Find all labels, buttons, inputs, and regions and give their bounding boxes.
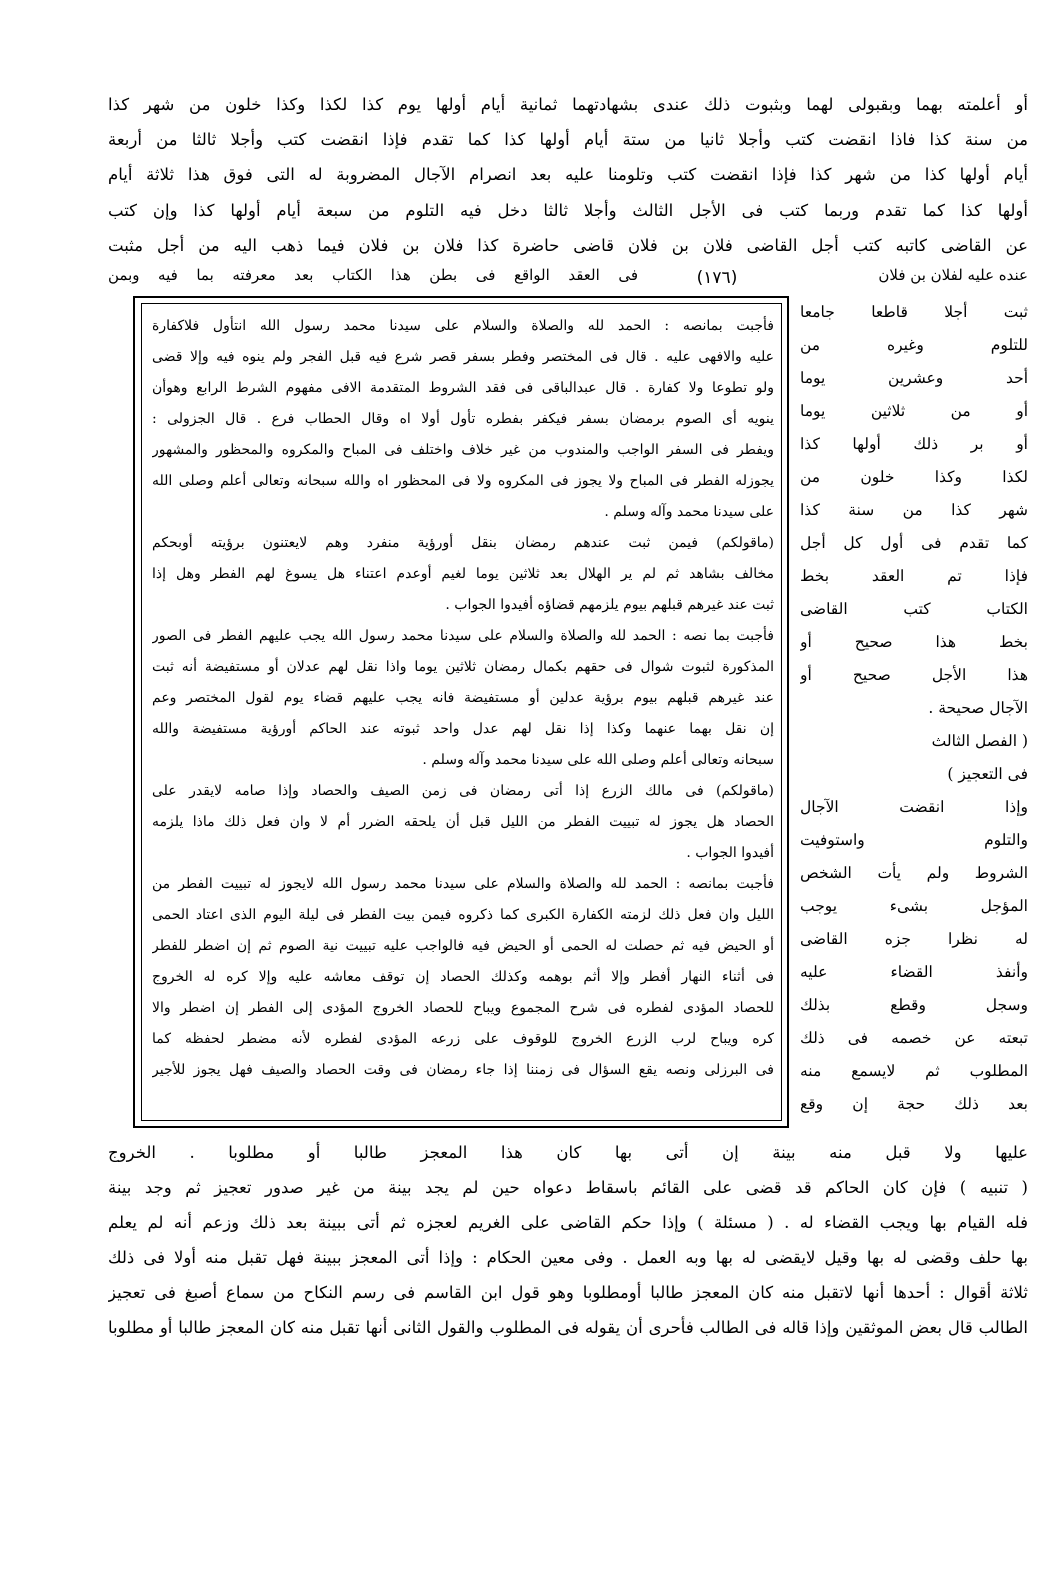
box-line: فأجبت بمانصه : الحمد لله والصلاة والسلام على سيدنا محمد رسول الله لايجوز له تبييت الفطر من (152, 876, 774, 892)
side-line: تبعته عن خصمه فى ذلك (800, 1029, 1028, 1047)
box-line: فى البرزلى ونصه يقع السؤال فى زمننا إذا جاء رمضان فى وقت الحصاد والصيف فهل يجوز للأجير (152, 1062, 774, 1078)
side-line: أو بر ذلك أولها كذا (800, 435, 1028, 453)
section-heading: فى التعجيز ) (947, 765, 1028, 783)
box-line: أفيدوا الجواب . (686, 845, 774, 861)
box-line: الحصاد هل يجوز له تبييت الفطر من الليل قبل أن يلحقه الضرر أم لا وان فعل ذلك ماذا يلزمه (152, 814, 774, 830)
text-line: أو أعلمته بهما وبقبولى لهما وبثبوت ذلك عندى بشهادتهما ثمانية أيام أولها يوم كذا لكذا وكذا خلون من شهر كذا (108, 95, 1028, 114)
side-line: كما تقدم فى أول كل أجل (800, 534, 1028, 552)
box-line: (ماقولكم) فى مالك الزرع إذا أتى رمضان فى زمن الصيف والحصاد وإذا صامه لايقدر على (152, 783, 774, 799)
box-line: أو الحيض فيه ثم حصلت له الحمى أو الحيض فيه فالواجب عليه تبييت نية الصوم ثم إن اضطر للفطر (152, 938, 774, 954)
box-line: سبحانه وتعالى أعلم وصلى الله على سيدنا محمد وآله وسلم . (422, 752, 774, 768)
box-line: ويفطر فى السفر الواجب والمندوب من غير خلاف واختلف فى المباح والمكروه والمحظور والمشهور (152, 442, 774, 458)
side-line: للتلوم وغيره من (800, 336, 1028, 354)
section-heading: ( الفصل الثالث (931, 732, 1028, 750)
side-line: والتلوم واستوفيت (800, 831, 1028, 849)
side-line: بعد ذلك حجة إن وقع (800, 1095, 1028, 1113)
side-line: فإذا تم العقد بخط (800, 567, 1028, 585)
text-line: عن القاضى كاتبه كتب أجل القاضى فلان بن فلان قاضى حاضرة كذا فلان بن فلان فيما ذهب اليه من أجل مثبت (108, 236, 1028, 255)
text-line: فله القيام بها ويجب القضاء له . ( مسئلة ) وإذا حكم القاضى على الغريم لعجزه ثم أتى ببينة بعد ذلك وزعم أنه لم يعلم (108, 1213, 1028, 1232)
box-line: (ماقولكم) فيمن ثبت عندهم رمضان بنقل أورؤية منفرد وهم لايعتنون برؤيته أوبحكم (152, 535, 774, 551)
box-line: الليل وان فعل ذلك لزمته الكفارة الكبرى كما ذكروه فيمن بيت الفطر فى ليلة اليوم الذى اعتاد الحمى (152, 907, 774, 923)
side-line: بخط هذا صحيح أو (800, 633, 1028, 651)
side-line: الشروط ولم يأت الشخص (800, 864, 1028, 882)
line-right-fragment: عنده عليه لفلان بن فلان (878, 266, 1028, 284)
side-line: هذا الأجل صحيح أو (800, 666, 1028, 684)
text-line: ( تنبيه ) فإن كان الحاكم قد قضى على القائم باسقاط دعواه حين لم يجد بينة من غير صدور تعجيز ثم وجد بينة (108, 1178, 1028, 1197)
box-line: للحصاد المؤدى لفطره فى شرح المجموع ويباح للحصاد الخروج المؤدى إلى الفطر إن اضطر والا (152, 1000, 774, 1016)
page-number: (١٧٦) (696, 268, 738, 288)
text-line: أولها كذا كما تقدم وربما كتب فى الأجل الثالث وأجلا ثالثا دخل فيه التلوم من سبعة أيام أولها كذا وإن كتب (108, 201, 1028, 220)
text-line: أيام أولها كذا من شهر كذا فإذا انقضت كتب وتلومنا عليه بعد انصرام الآجال المضروبة له التى فوق هذا ثلاثة أيام (108, 165, 1028, 184)
side-line: وسجل وقطع بذلك (800, 996, 1028, 1014)
side-line: أو من ثلاثين يوما (800, 402, 1028, 420)
box-line: كره ويباح لرب الزرع الخروج للوقوف على زرعه المؤدى لفطره لأنه مضطر لحفظه كما (152, 1031, 774, 1047)
line-left-fragment: فى العقد الواقع فى بطن هذا الكتاب بعد معرفته بما فيه وبمن (108, 266, 638, 284)
box-line: إن نقل بهما عنهما وكذا إذا نقل لهم عدل واحد ثبوته عند الحاكم أورؤية مستفيضة والله (152, 721, 774, 737)
box-line: على سيدنا محمد وآله وسلم . (604, 504, 774, 520)
side-line: وإذا انقضت الآجال (800, 798, 1028, 816)
side-line: المطلوب ثم لايسمع منه (800, 1062, 1028, 1080)
side-line: المؤجل بشىء يوجب (800, 897, 1028, 915)
box-line: فأجبت بما نصه : الحمد لله والصلاة والسلام على سيدنا محمد رسول الله يجب عليهم الفطر فى الصور (152, 628, 774, 644)
text-line: عليها ولا قبل منه بينة إن أتى بها كان هذا المعجز طالبا أو مطلوبا . الخروج (108, 1143, 1028, 1162)
side-line: له نظرا جزه القاضى (800, 930, 1028, 948)
box-line: ولو تطوعا ولا كفارة . قال عبدالباقى فى فقد الشروط المتقدمة الافى مفهوم الشرط الرابع وهوأن (152, 380, 774, 396)
text-line: ثلاثة أقوال : أحدها أنها لاتقبل منه كان المعجز طالبا أومطلوبا وهو قول ابن القاسم فى رسم النكاح من سماع أصبغ فى تعجيز (108, 1283, 1028, 1302)
box-line: المذكورة لثبوت شوال فى حقهم بكمال رمضان ثلاثين يوما واذا نقل لهم عدلان أو مستفيضة أنه ثبت (152, 659, 774, 675)
text-line: الطالب قال بعض الموثقين وإذا قاله فى الطالب فأحرى أن يقوله فى المطلوب والقول الثانى أنها تقبل منه كان المعجز طالبا أو مطلوبا (108, 1318, 1028, 1337)
box-line: فأجبت بمانصه : الحمد لله والصلاة والسلام على سيدنا محمد رسول الله انتأول فلاكفارة (152, 318, 774, 334)
side-line: أحد وعشرين يوما (800, 369, 1028, 387)
box-line: فى أثناء النهار أفطر وإلا أثم بوهمه وكذلك الحصاد إن توقف معاشه عليه وإلا كره له الخروج (152, 969, 774, 985)
box-line: عند غيرهم قبلهم بيوم برؤية عدلين أو مستفيضة فانه يجب عليهم قضاء يوم لقول المختصر وعم (152, 690, 774, 706)
side-line: وأنفذ القضاء عليه (800, 963, 1028, 981)
side-line: ثبت أجلا قاطعا جامعا (800, 303, 1028, 321)
box-line: عليه والافهى عليه . قال فى المختصر وفطر بسفر قصر شرع فيه قبل الفجر ولم ينوه فيه وإلا قضى (152, 349, 774, 365)
side-line: الآجال صحيحة . (928, 699, 1028, 717)
side-line: لكذا وكذا خلون من (800, 468, 1028, 486)
box-line: ثبت عند غيرهم قبلهم بيوم يلزمهم قضاؤه أفيدوا الجواب . (445, 597, 774, 613)
side-line: شهر كذا من سنة كذا (800, 501, 1028, 519)
text-line: من سنة كذا فاذا انقضت كتب وأجلا ثانيا من ستة أيام أولها كذا كما تقدم فإذا انقضت كتب وأجلا ثالثا من أربعة (108, 130, 1028, 149)
side-line: الكتاب كتب القاضى (800, 600, 1028, 618)
box-line: مخالف بشاهد ثم لم ير الهلال بعد ثلاثين يوما لغيم أوعدم اعتناء هل يسوغ لهم الفطر وهل إذا (152, 566, 774, 582)
text-line: بها حلف وقضى له بها وقيل لايقضى له بها وبه العمل . وفى معين الحكام : وإذا أتى المعجز ببينة فهل تقبل منه أولا فى ذلك (108, 1248, 1028, 1267)
box-line: ينويه أى الصوم برمضان بسفر فيكفر بفطره تأول أولا اه وقال الحطاب فرع . قال الجزولى : (152, 411, 774, 427)
box-line: يجوزله الفطر فى المباح ولا يجوز فى المكروه ولا فى المحظور اه والله سبحانه وتعالى أعلم وصلى الله (152, 473, 774, 489)
